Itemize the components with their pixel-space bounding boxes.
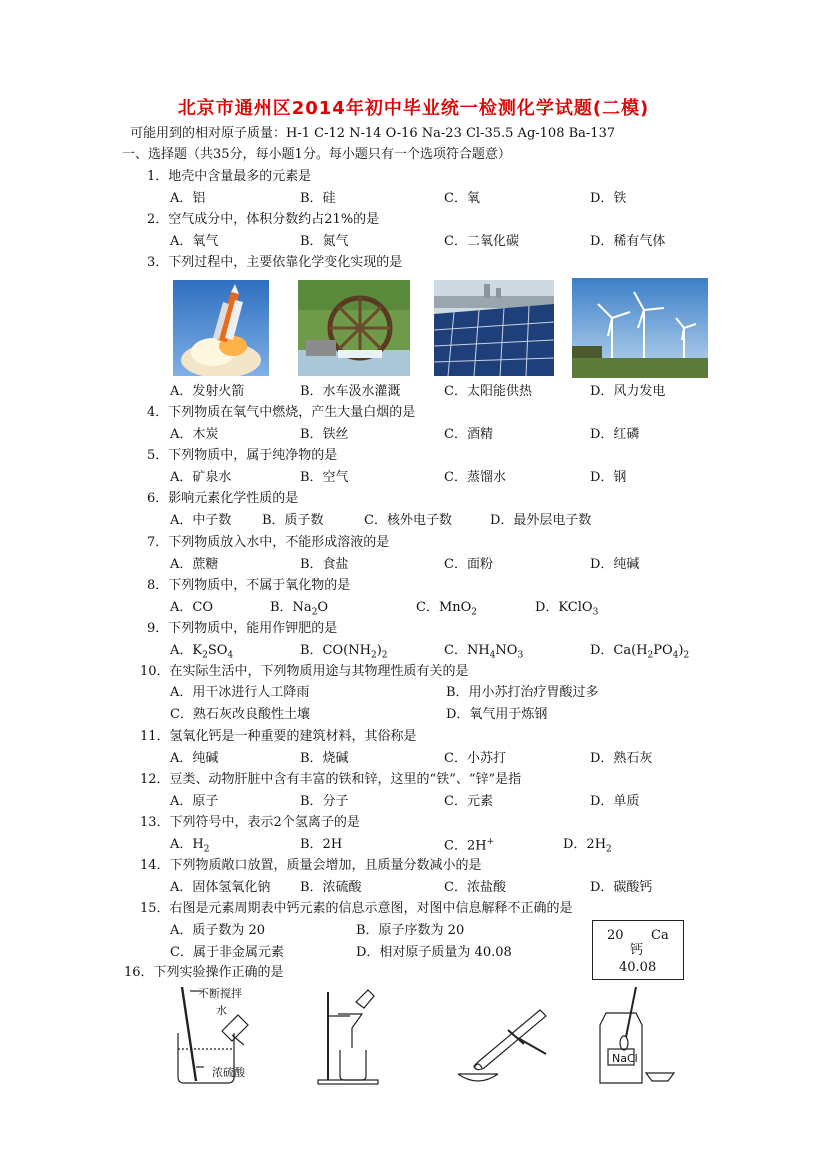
option-a: A．木炭 (170, 427, 219, 442)
option-a: A．氧气 (170, 234, 219, 249)
question-stem: 4．下列物质在氧气中燃烧，产生大量白烟的是 (147, 405, 416, 420)
solar-panel-image (434, 280, 554, 376)
atomic-mass: 40.08 (619, 960, 657, 975)
atomic-masses: 可能用到的相对原子质量：H-1 C-12 N-14 O-16 Na-23 Cl-35.5 Ag-108 Ba-137 (130, 126, 616, 141)
option-d: D．最外层电子数 (490, 513, 592, 528)
option-c: C．元素 (444, 794, 493, 809)
option-a: A．原子 (170, 794, 219, 809)
atomic-number: 20 (607, 928, 624, 943)
option-a: A．铝 (170, 191, 206, 206)
option-d: D．红磷 (590, 427, 640, 442)
option-b: B．烧碱 (300, 751, 349, 766)
water-wheel-image (298, 280, 410, 376)
question-stem: 16．下列实验操作正确的是 (124, 965, 284, 980)
option-c: C．2H+ (444, 837, 495, 854)
option-d: D．钢 (590, 470, 627, 485)
option-d: D．风力发电 (590, 384, 666, 399)
option-a: A．$K_2SO_4$ (170, 643, 234, 661)
question-stem: 11．氢氧化钙是一种重要的建筑材料，其俗称是 (140, 729, 417, 744)
option-c: C．属于非金属元素 (170, 945, 284, 960)
nacl-label: NaCl (612, 1052, 638, 1065)
question-stem: 10．在实际生活中，下列物质用途与其物理性质有关的是 (140, 664, 469, 679)
option-c: C．酒精 (444, 427, 493, 442)
element-symbol: Ca (651, 928, 669, 943)
option-c: C．氧 (444, 191, 480, 206)
question-stem: 6．影响元素化学性质的是 (147, 491, 299, 506)
wind-turbine-image (572, 278, 708, 378)
option-d: D．氧气用于炼钢 (446, 707, 548, 722)
element-name: 钙 (630, 943, 644, 958)
question-stem: 7．下列物质放入水中，不能形成溶液的是 (147, 535, 390, 550)
option-d: D．铁 (590, 191, 627, 206)
option-a: A．用干冰进行人工降雨 (170, 685, 310, 700)
option-b: B．2H (300, 837, 343, 852)
option-b: B．铁丝 (300, 427, 349, 442)
option-a: A．CO (170, 600, 213, 615)
option-b: B．浓硫酸 (300, 880, 362, 895)
option-c: C．二氧化碳 (444, 234, 519, 249)
question-stem: 5．下列物质中，属于纯净物的是 (147, 448, 338, 463)
question-stem: 1．地壳中含量最多的元素是 (147, 169, 312, 184)
option-d: D．$2H_2$ (563, 837, 612, 855)
option-d: D．单质 (590, 794, 640, 809)
solid-reagent-diagram (596, 985, 686, 1087)
heating-tube-diagram (448, 990, 558, 1088)
question-stem: 3．下列过程中，主要依靠化学变化实现的是 (147, 255, 403, 270)
option-b: B．空气 (300, 470, 349, 485)
exam-title: 北京市通州区2014年初中毕业统一检测化学试题(二模) (177, 98, 650, 119)
option-d: D．$Ca(H_2PO_4)_2$ (590, 643, 690, 661)
option-b: B．食盐 (300, 557, 349, 572)
option-b: B．$Na_2O$ (270, 600, 329, 618)
option-b: B．$CO(NH_2)_2$ (300, 643, 388, 661)
option-a: A．纯碱 (170, 751, 219, 766)
water-label: 水 (216, 1004, 227, 1017)
option-b: B．用小苏打治疗胃酸过多 (446, 685, 599, 700)
option-a: A．矿泉水 (170, 470, 232, 485)
question-stem: 12．豆类、动物肝脏中含有丰富的铁和锌，这里的“铁”、“锌”是指 (140, 772, 522, 787)
option-d: D．相对原子质量为 40.08 (356, 945, 512, 960)
option-a: A．蔗糖 (170, 557, 219, 572)
option-c: C．面粉 (444, 557, 493, 572)
option-d: D．碳酸钙 (590, 880, 653, 895)
option-a: A．$H_2$ (170, 837, 210, 855)
option-c: C．核外电子数 (364, 513, 452, 528)
option-b: B．氮气 (300, 234, 349, 249)
option-c: C．小苏打 (444, 751, 506, 766)
filtration-diagram (316, 988, 386, 1086)
option-b: B．分子 (300, 794, 349, 809)
question-stem: 2．空气成分中，体积分数约占21%的是 (147, 212, 380, 227)
option-c: C．$NH_4NO_3$ (444, 643, 524, 661)
stir-label: 不断搅拌 (198, 987, 242, 1000)
option-c: C．蒸馏水 (444, 470, 506, 485)
question-stem: 15．右图是元素周期表中钙元素的信息示意图，对图中信息解释不正确的是 (140, 901, 573, 916)
option-b: B．原子序数为 20 (356, 923, 465, 938)
acid-label: 浓硫酸 (212, 1066, 245, 1079)
option-a: A．发射火箭 (170, 384, 245, 399)
option-c: C．MnO$_2$ (416, 600, 478, 618)
rocket-launch-image (173, 280, 269, 376)
option-d: D．熟石灰 (590, 751, 653, 766)
option-a: A．固体氢氧化钠 (170, 880, 271, 895)
section-heading: 一、选择题（共35分，每小题1分。每小题只有一个选项符合题意） (122, 147, 511, 162)
option-c: C．熟石灰改良酸性土壤 (170, 707, 310, 722)
option-d: D．纯碱 (590, 557, 640, 572)
option-b: B．水车汲水灌溉 (300, 384, 401, 399)
option-d: D．稀有气体 (590, 234, 666, 249)
option-c: C．浓盐酸 (444, 880, 506, 895)
question-stem: 13．下列符号中，表示2个氢离子的是 (140, 815, 360, 830)
option-c: C．太阳能供热 (444, 384, 532, 399)
option-a: A．质子数为 20 (170, 923, 266, 938)
option-b: B．硅 (300, 191, 336, 206)
question-stem: 8．下列物质中，不属于氧化物的是 (147, 578, 351, 593)
option-b: B．质子数 (262, 513, 324, 528)
question-stem: 9．下列物质中，能用作钾肥的是 (147, 621, 338, 636)
question-stem: 14．下列物质敞口放置，质量会增加，且质量分数减小的是 (140, 858, 482, 873)
calcium-element-card (592, 920, 684, 980)
option-d: D．KClO$_3$ (535, 600, 599, 618)
option-a: A．中子数 (170, 513, 232, 528)
